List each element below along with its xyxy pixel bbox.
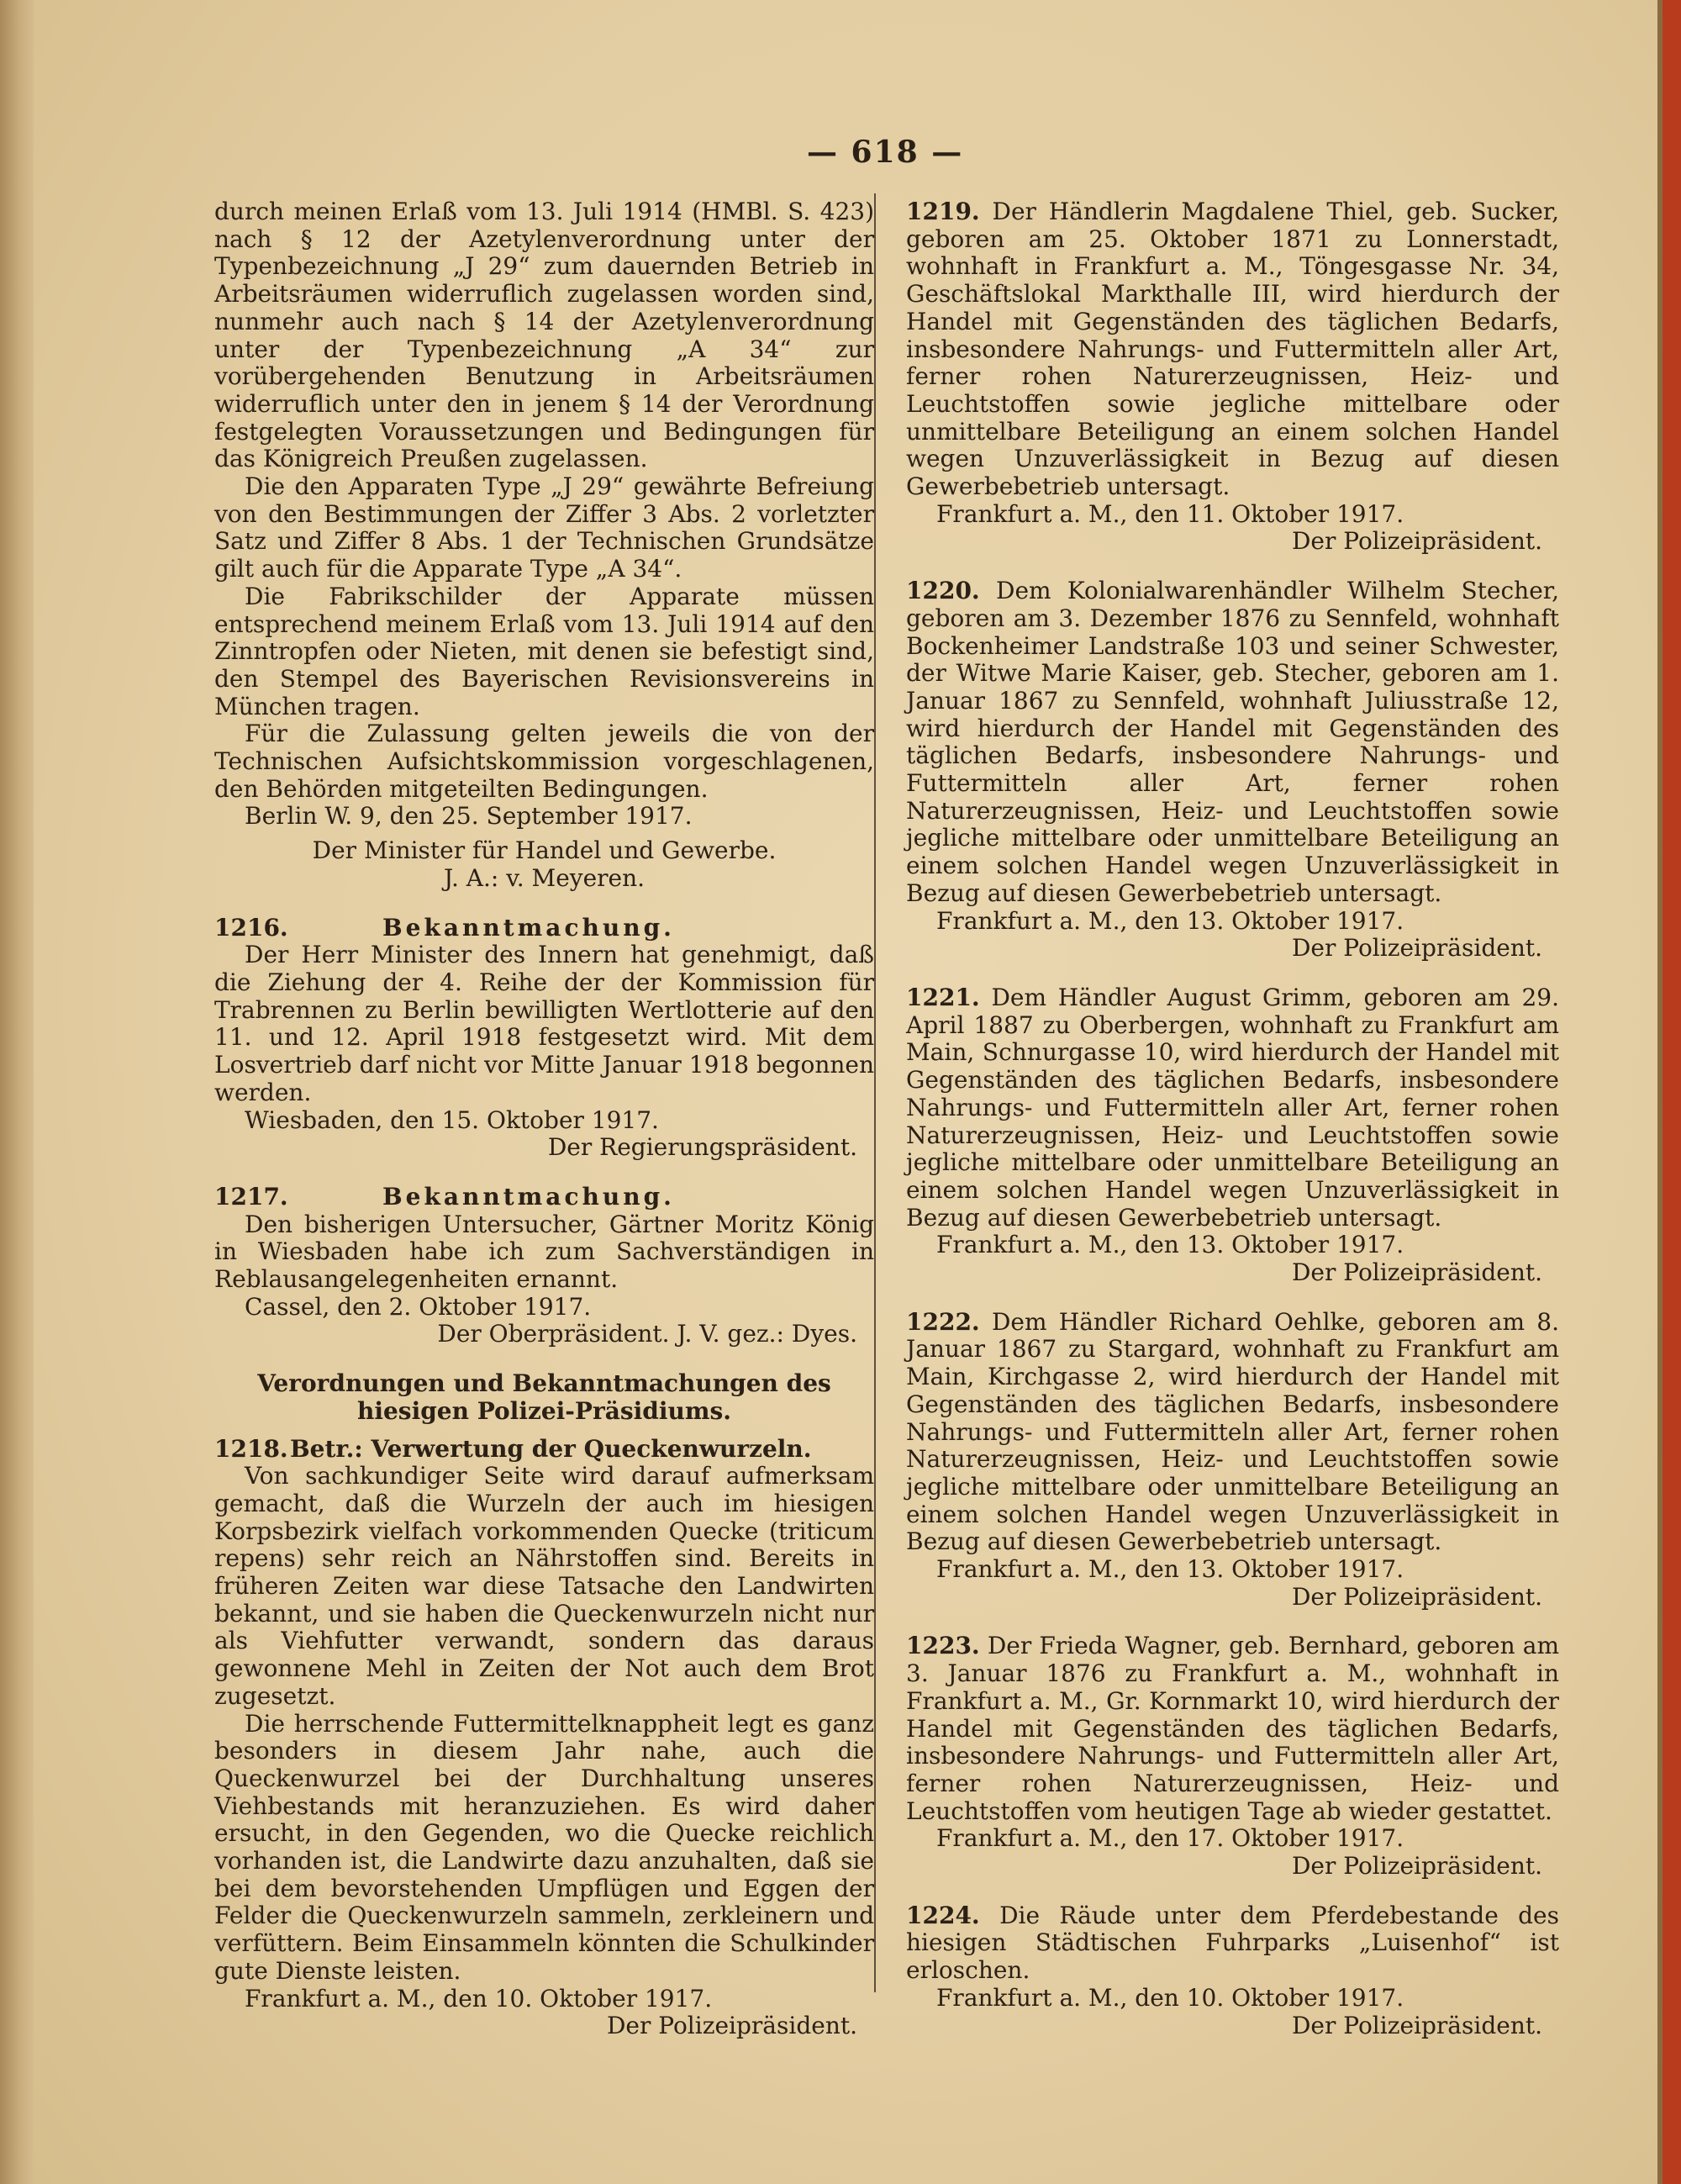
place-date: Frankfurt a. M., den 11. Oktober 1917. [936,499,1404,528]
paragraph: Die den Apparaten Type „J 29“ gewährte Befreiung von den Bestimmungen der Ziffer 3 Abs. 2 vorletzter Satz und Ziffer 8 Abs. 1 der Technischen Grundsätze gilt auch für die Apparate Type „A 34“. [214,472,874,583]
notice-number: 1223. [906,1632,980,1660]
signature: Der Oberpräsident. J. V. gez.: Dyes. [437,1320,857,1348]
notice-number: 1219. [906,198,980,225]
notice-heading-1217 [214,1184,874,1211]
notice-1219 [906,198,1559,501]
signature: Der Polizeipräsident. [1291,527,1542,556]
signature: Der Polizeipräsident. [1291,1582,1542,1611]
notice-1224 [906,1902,1559,1985]
page-number: — 618 — [807,135,964,170]
notice-number: 1224. [906,1901,980,1929]
signature: Der Polizeipräsident. [1291,1258,1542,1287]
book-spine [0,0,34,2184]
notice-number: 1220. [906,577,980,605]
notice-number: 1221. [906,983,980,1011]
place-date: Frankfurt a. M., den 13. Oktober 1917. [936,1231,1404,1259]
notice-number: 1222. [906,1307,980,1336]
paragraph: Die Fabrikschilder der Apparate müssen entsprechend meinem Erlaß vom 13. Juli 1914 auf den Zinntropfen oder Nieten, mit denen sie befestigt sind, den Stempel des Bayerischen Revisionsvereins in München tragen. [214,582,874,720]
notice-text: Dem Händler August Grimm, geboren am 29. April 1887 zu Oberbergen, wohnhaft zu Frankfurt am Main, Schnurgasse 10, wird hierdurch der Handel mit Gegenständen des täglichen Bedarfs, insbesondere Nahrungs- und Futtermitteln aller Art, ferner rohen Naturerzeugnissen, Heiz- und Leuchtstoffen sowie jegliche mittelbare oder unmittelbare Beteiligung an einem solchen Handel wegen Unzuverlässigkeit in Bezug auf diesen Gewerbebetrieb untersagt. [906,983,1560,1232]
place-date: Frankfurt a. M., den 10. Oktober 1917. [936,1983,1404,2012]
place-date: Frankfurt a. M., den 17. Oktober 1917. [936,1824,1404,1853]
left-column [214,198,874,2040]
signature: Der Regierungspräsident. [547,1133,857,1162]
place-date: Frankfurt a. M., den 13. Oktober 1917. [936,906,1404,935]
notice-1222 [906,1309,1559,1556]
notice-heading-1218 [214,1436,874,1464]
notice-text: Von sachkundiger Seite wird darauf aufmerksam gemacht, daß die Wurzeln der auch im hiesigen Korpsbezirk vielfach vorkommenden Quecke (triticum repens) sehr reich an Nährstoffen sind. Bereits in früheren Zeiten war diese Tatsache den Landwirten bekannt, und sie haben die Queckenwurzeln nicht nur als Viehfutter verwandt, sondern das daraus gewonnene Mehl in Zeiten der Not auch dem Brot zugesetzt. [214,1462,874,1710]
place-date: Cassel, den 2. Oktober 1917. [245,1292,592,1321]
signature: Der Polizeipräsident. [1291,2011,1542,2039]
place-date: Frankfurt a. M., den 10. Oktober 1917. [245,1984,713,2013]
paragraph: Für die Zulassung gelten jeweils die von der Technischen Aufsichtskommission vorgeschlagenen, den Behörden mitgeteilten Bedingungen. [214,720,874,803]
signature: Der Minister für Handel und Gewerbe. [312,836,777,865]
signature: Der Polizeipräsident. [1291,1852,1542,1881]
place-date: Frankfurt a. M., den 13. Oktober 1917. [936,1555,1404,1584]
notice-text: Die herrschende Futtermittelknappheit legt es ganz besonders in diesem Jahr nahe, auch die Queckenwurzel bei der Durchhaltung unseres Viehbestands mit heranzuziehen. Es wird daher ersucht, in den Gegenden, wo die Quecke reichlich vorhanden ist, die Landwirte dazu anzuhalten, daß sie bei dem bevorstehenden Umpflügen und Eggen der Felder die Queckenwurzeln sammeln, zerkleinern und verfüttern. Beim Einsammeln könnten die Schulkinder gute Dienste leisten. [214,1709,874,1985]
notice-heading-1216 [214,915,874,942]
intro-paragraph: durch meinen Erlaß vom 13. Juli 1914 (HMBl. S. 423) nach § 12 der Azetylenverordnung unter der Typenbezeichnung „J 29“ zum dauernden Betrieb in Arbeitsräumen widerruflich zugelassen worden sind, nunmehr auch nach § 14 der Azetylenverordnung unter der Typenbezeichnung „A 34“ zur vorübergehenden Benutzung in Arbeitsräumen widerruflich unter den in jenem § 14 der Verordnung festgelegten Voraussetzungen und Bedingungen für das Königreich Preußen zugelassen. [214,198,874,473]
signature: J. A.: v. Meyeren. [443,863,646,892]
notice-1221 [906,984,1559,1232]
section-heading: Verordnungen und Bekanntmachungen des hiesigen Polizei-Präsidiums. [257,1369,831,1425]
place-date: Wiesbaden, den 15. Oktober 1917. [245,1105,659,1134]
notice-text: Die Räude unter dem Pferdebestande des hiesigen Städtischen Fuhrparks „Luisenhof“ ist erloschen. [906,1901,1559,1985]
place-date: Berlin W. 9, den 25. September 1917. [245,802,693,831]
notice-1223 [906,1633,1559,1825]
notice-text: Der Händlerin Magdalene Thiel, geb. Sucker, geboren am 25. Oktober 1871 zu Lonnerstadt, wohnhaft in Frankfurt a. M., Töngesgasse Nr. 34, Geschäftslokal Markthalle III, wird hierdurch der Handel mit Gegenständen des täglichen Bedarfs, insbesondere Nahrungs- und Futtermitteln aller Art, ferner rohen Naturerzeugnissen, Heiz- und Leuchtstoffen sowie jegliche mittelbare oder unmittelbare Beteiligung an einem solchen Handel wegen Unzuverlässigkeit in Bezug auf diesen Gewerbebetrieb untersagt. [906,198,1559,501]
notice-title: Bekanntmachung. [382,913,675,942]
notice-number: 1216. [214,913,288,942]
notice-title: Betr.: Verwertung der Queckenwurzeln. [290,1434,812,1463]
signature: Der Polizeipräsident. [1291,934,1542,963]
column-divider [874,193,876,1992]
signature: Der Polizeipräsident. [606,2012,857,2040]
notice-text: Der Herr Minister des Innern hat genehmigt, daß die Ziehung der 4. Reihe der der Kommission für Trabrennen zu Berlin bewilligten Wertlotterie auf den 11. und 12. April 1918 festgesetzt wird. Mit dem Losvertrieb darf nicht vor Mitte Januar 1918 begonnen werden. [214,941,874,1106]
notice-number: 1217. [214,1182,288,1211]
right-column [906,198,1559,2039]
book-cover-edge [1663,0,1681,2184]
notice-text: Den bisherigen Untersucher, Gärtner Moritz König in Wiesbaden habe ich zum Sachverständigen in Reblausangelegenheiten ernannt. [214,1210,874,1294]
notice-text: Dem Kolonialwarenhändler Wilhelm Stecher, geboren am 3. Dezember 1876 zu Sennfeld, wohnhaft Bockenheimer Landstraße 103 und seiner Schwester, der Witwe Marie Kaiser, geb. Stecher, geboren am 1. Januar 1867 zu Sennfeld, wohnhaft Juliusstraße 12, wird hierdurch der Handel mit Gegenständen des täglichen Bedarfs, insbesondere Nahrungs- und Futtermitteln aller Art, ferner rohen Naturerzeugnissen, Heiz- und Leuchtstoffen sowie jegliche mittelbare oder unmittelbare Beteiligung an einem solchen Handel wegen Unzuverlässigkeit in Bezug auf diesen Gewerbebetrieb untersagt. [906,577,1559,907]
notice-text: Dem Händler Richard Oehlke, geboren am 8. Januar 1867 zu Stargard, wohnhaft zu Frankfurt am Main, Kirchgasse 2, wird hierdurch der Handel mit Gegenständen des täglichen Bedarfs, insbesondere Nahrungs- und Futtermitteln aller Art, ferner rohen Naturerzeugnissen, Heiz- und Leuchtstoffen sowie jegliche mittelbare oder unmittelbare Beteiligung an einem solchen Handel wegen Unzuverlässigkeit in Bezug auf diesen Gewerbebetrieb untersagt. [906,1307,1559,1556]
notice-title: Bekanntmachung. [382,1182,675,1211]
notice-text: Der Frieda Wagner, geb. Bernhard, geboren am 3. Januar 1876 zu Frankfurt a. M., wohnhaft in Frankfurt a. M., Gr. Kornmarkt 10, wird hierdurch der Handel mit Gegenständen des täglichen Bedarfs, insbesondere Nahrungs- und Futtermitteln aller Art, ferner rohen Naturerzeugnissen, Heiz- und Leuchtstoffen vom heutigen Tage ab wieder gestattet. [906,1632,1559,1825]
notice-number: 1218. [214,1434,288,1463]
notice-1220 [906,578,1559,907]
